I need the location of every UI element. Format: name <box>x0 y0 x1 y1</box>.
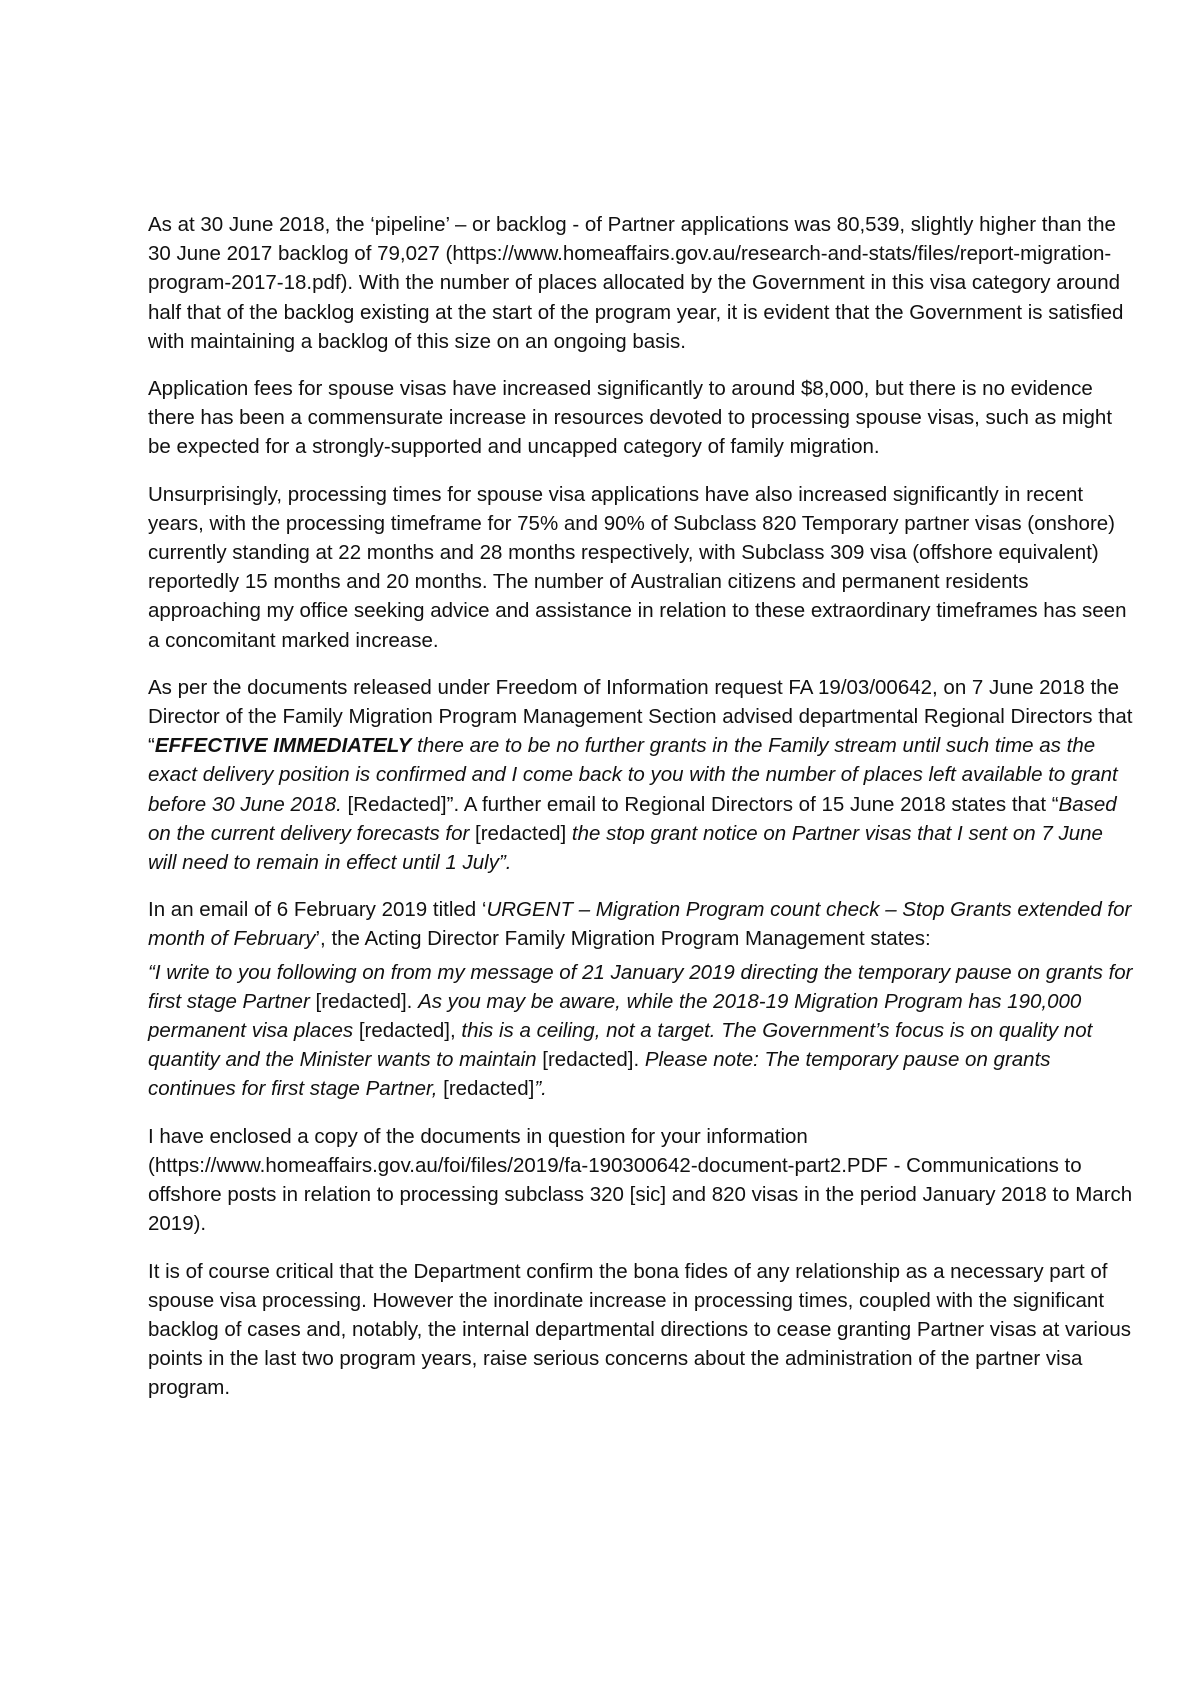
paragraph-text: As at 30 June 2018, the ‘pipeline’ – or backlog - of Partner applications was 80,539, slightly higher than the 30 June 2017 backlog of 79,027 ( <box>148 213 1116 266</box>
redacted-text: [redacted]. <box>536 1048 645 1072</box>
paragraph-text: [Redacted]”. A further email to Regional Directors of 15 June 2018 states that “ <box>341 792 1059 816</box>
redacted-text: [redacted] <box>437 1077 535 1101</box>
quoted-text: As you may be aware, while the 2018-19 Migration Program has 190,000 permanent visa places <box>148 989 1082 1043</box>
redacted-text: [redacted], <box>353 1019 462 1043</box>
paragraph-text: I have enclosed a copy of the documents in question for your information ( <box>148 1124 808 1177</box>
paragraph-foi-request <box>148 673 1133 877</box>
quoted-text: this is a ceiling, not a target. The Government’s focus is on quality not quantity and the Minister wants to maintain <box>148 1019 1093 1072</box>
document-body <box>148 210 1133 1421</box>
quoted-text: “I write to you following on from my message of 21 January 2019 directing the temporary pause on grants for first stage Partner <box>148 960 1133 1013</box>
foi-document-link[interactable]: https://www.homeaffairs.gov.au/foi/files/2019/fa-190300642-document-part2.PDF <box>154 1153 888 1177</box>
emphasis-text: EFFECTIVE IMMEDIATELY <box>154 734 412 758</box>
redacted-text: [redacted] <box>469 821 572 845</box>
quoted-text: there are to be no further grants in the Family stream until such time as the exact delivery position is confirmed and I come back to you with the number of places left available to grant before 30 June 2018. <box>148 734 1118 816</box>
paragraph-text: In an email of 6 February 2019 titled ‘ <box>148 898 487 922</box>
report-link[interactable]: https://www.homeaffairs.gov.au/research-and-stats/files/report-migration-program-2017-18.pdf <box>148 242 1112 295</box>
paragraph-text: As per the documents released under Freedom of Information request FA 19/03/00642, on 7 June 2018 the Director of the Family Migration Program Management Section advised departmental Regional Directors that “ <box>148 675 1133 758</box>
paragraph-backlog <box>148 210 1133 356</box>
paragraph-text: ’, the Acting Director Family Migration Program Management states: <box>315 927 931 951</box>
paragraph-email-title <box>148 895 1133 953</box>
redacted-text: [redacted]. <box>309 989 419 1013</box>
email-subject: URGENT – Migration Program count check – Stop Grants extended for month of February <box>148 898 1132 951</box>
paragraph-text: - Communications to offshore posts in relation to processing subclass 320 [sic] and 820 visas in the period January 2018 to March 2019). <box>148 1153 1133 1236</box>
paragraph-fees: Application fees for spouse visas have increased significantly to around $8,000, but there is no evidence there has been a commensurate increase in resources devoted to processing spouse visas, such as might be expected for a strongly-supported and uncapped category of family migration. <box>148 377 1113 459</box>
quoted-text: Based on the current delivery forecasts for <box>148 792 1117 845</box>
quoted-text: ”. <box>534 1077 547 1101</box>
quoted-text: the stop grant notice on Partner visas that I sent on 7 June will need to remain in effect until 1 July”. <box>148 821 1103 875</box>
paragraph-conclusion: It is of course critical that the Department confirm the bona fides of any relationship as a necessary part of spouse visa processing. However the inordinate increase in processing times, coupled with the significant backlog of cases and, notably, the internal departmental directions to cease granting Partner visas at various points in the last two program years, raise serious concerns about the administration of the partner visa program. <box>148 1259 1132 1400</box>
paragraph-email-quote <box>148 958 1133 1104</box>
quoted-text: Please note: The temporary pause on grants continues for first stage Partner, <box>148 1048 1051 1101</box>
paragraph-processing-times: Unsurprisingly, processing times for spouse visa applications have also increased significantly in recent years, with the processing timeframe for 75% and 90% of Subclass 820 Temporary partner visas (onshore) currently standing at 22 months and 28 months respectively, with Subclass 309 visa (offshore equivalent) reportedly 15 months and 20 months. The number of Australian citizens and permanent residents approaching my office seeking advice and assistance in relation to these extraordinary timeframes has seen a concomitant marked increase. <box>148 482 1127 652</box>
paragraph-enclosed-documents <box>148 1122 1133 1239</box>
paragraph-text: ). With the number of places allocated by the Government in this visa category around half that of the backlog existing at the start of the program year, it is evident that the Government is satisfied with maintaining a backlog of this size on an ongoing basis. <box>148 271 1124 353</box>
